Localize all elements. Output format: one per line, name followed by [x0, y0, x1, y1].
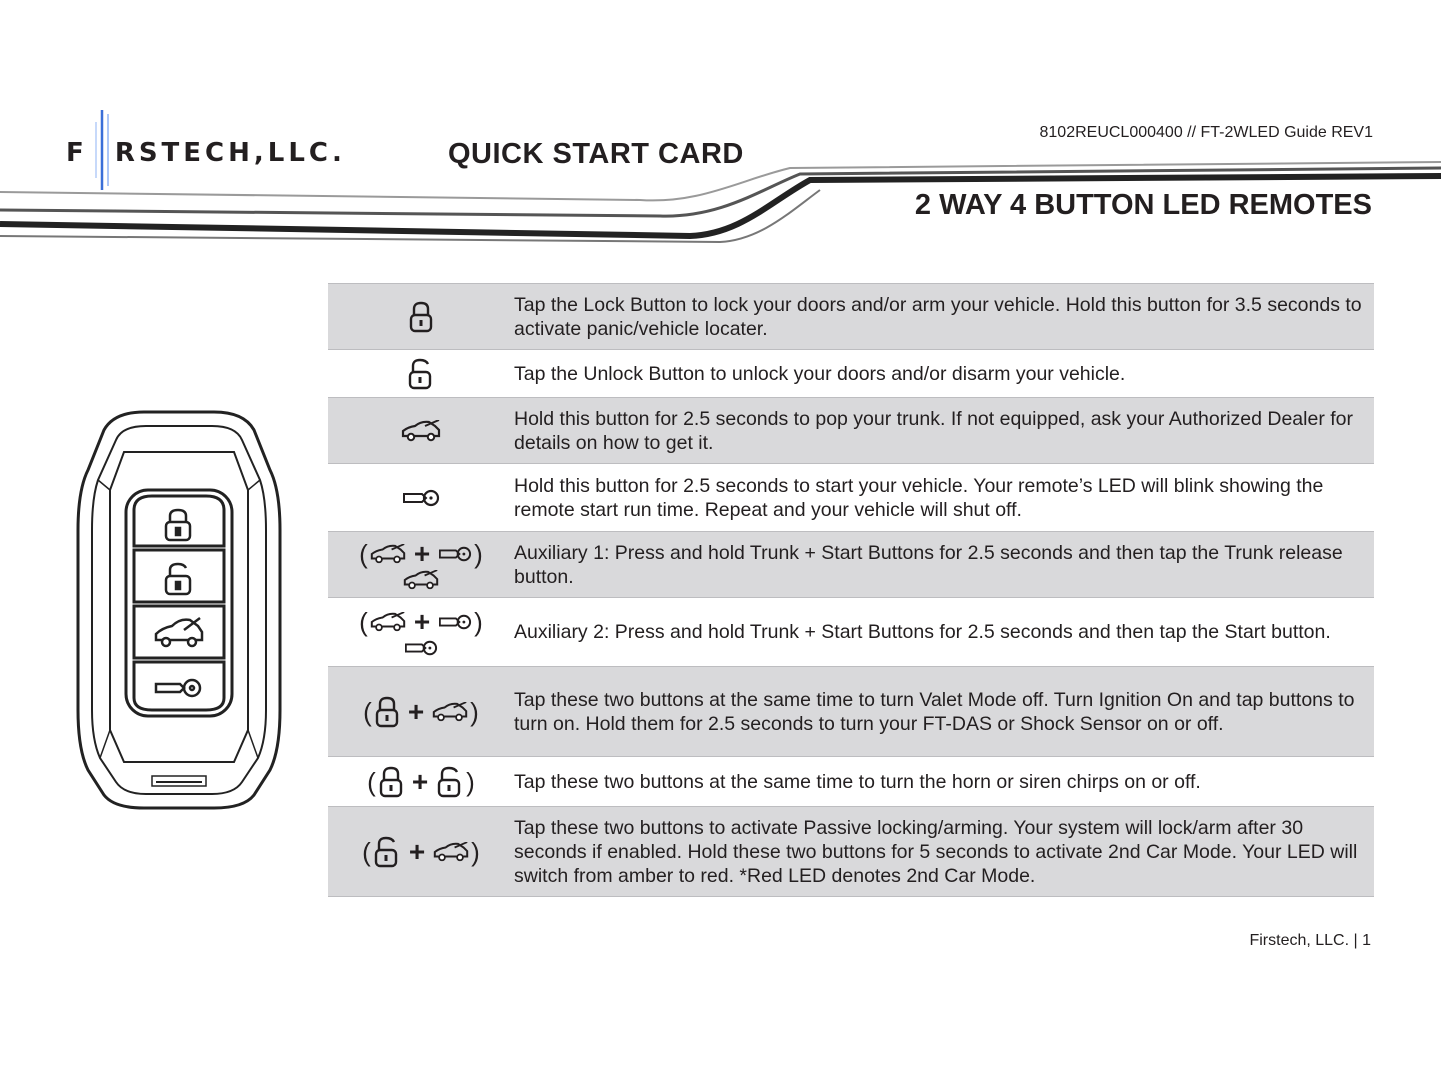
brand-logo	[64, 108, 464, 192]
unlock-icon	[407, 358, 435, 390]
lock-icon	[408, 301, 434, 333]
row-description: Tap these two buttons to activate Passive locking/arming. Your system will lock/arm after 30 seconds if enabled. Hold these two buttons for 5 seconds to activate 2nd Car Mode. Your LED will switch from amber to red. *Red LED denotes 2nd Car Mode.	[514, 816, 1358, 887]
row-description: Auxiliary 2: Press and hold Trunk + Start Buttons for 2.5 seconds and then tap the Start button.	[514, 621, 1331, 643]
row-description: Auxiliary 1: Press and hold Trunk + Start Buttons for 2.5 seconds and then tap the Trunk release button.	[514, 541, 1343, 588]
trunk-icon	[401, 420, 441, 442]
icon-cell	[328, 358, 514, 390]
lock-icon	[378, 766, 404, 798]
table-row	[328, 757, 1374, 806]
table-row	[328, 397, 1374, 464]
card-label: QUICK START CARD	[448, 138, 744, 170]
open-paren: (	[359, 538, 368, 569]
open-paren: (	[359, 607, 368, 637]
trunk-icon	[432, 702, 468, 722]
table-row	[328, 598, 1374, 666]
row-description: Tap the Lock Button to lock your doors and/or arm your vehicle. Hold this button for 3.5 seconds to activate panic/vehicle locater.	[514, 293, 1362, 340]
close-paren: )	[466, 766, 475, 797]
document-code: 8102REUCL000400 // FT-2WLED Guide REV1	[1039, 124, 1373, 141]
close-paren: )	[470, 696, 479, 727]
open-paren: (	[367, 766, 376, 797]
page-title: 2 WAY 4 BUTTON LED REMOTES	[914, 189, 1372, 221]
brand-name: F RSTECH,LLC.	[66, 138, 346, 168]
button-functions-table	[328, 283, 1374, 897]
unlock-icon	[373, 836, 401, 868]
icon-cell	[328, 608, 514, 656]
row-description: Tap the Unlock Button to unlock your doors and/or disarm your vehicle.	[514, 362, 1126, 385]
start-key-icon	[438, 614, 472, 630]
row-description: Tap these two buttons at the same time to turn Valet Mode off. Turn Ignition On and tap buttons to turn on. Hold them for 2.5 seconds to turn your FT-DAS or Shock Sensor on or off.	[514, 688, 1355, 735]
lock-icon	[374, 696, 400, 728]
close-paren: )	[474, 607, 483, 637]
start-key-icon	[438, 546, 472, 562]
trunk-icon	[370, 544, 406, 564]
trunk-icon	[370, 612, 406, 632]
trunk-icon	[433, 842, 469, 862]
table-row	[328, 531, 1374, 598]
icon-cell	[328, 766, 514, 798]
trunk-icon	[403, 570, 439, 590]
page-footer: Firstech, LLC. | 1	[1249, 932, 1371, 949]
start-key-icon	[404, 640, 438, 656]
row-description: Hold this button for 2.5 seconds to pop your trunk. If not equipped, ask your Authorized Dealer for details on how to get it.	[514, 407, 1353, 454]
table-row	[328, 806, 1374, 897]
open-paren: (	[363, 696, 372, 727]
row-description: Tap these two buttons at the same time to turn the horn or siren chirps on or off.	[514, 770, 1201, 793]
icon-cell	[328, 696, 514, 728]
start-key-icon	[402, 489, 440, 507]
icon-cell	[328, 420, 514, 442]
icon-cell	[328, 537, 514, 590]
icon-cell	[328, 301, 514, 333]
plus-sign: +	[407, 695, 425, 727]
row-description: Hold this button for 2.5 seconds to start your vehicle. Your remote’s LED will blink showing the remote start run time. Repeat and your vehicle will shut off.	[514, 474, 1324, 521]
table-row	[328, 666, 1374, 757]
table-row	[328, 283, 1374, 350]
remote-fob-illustration	[74, 410, 284, 810]
plus-sign: +	[411, 765, 429, 797]
icon-cell	[328, 836, 514, 868]
plus-sign: +	[413, 606, 431, 637]
open-paren: (	[362, 836, 371, 867]
close-paren: )	[474, 538, 483, 569]
unlock-icon	[436, 766, 464, 798]
table-row	[328, 464, 1374, 531]
close-paren: )	[471, 836, 480, 867]
icon-cell	[328, 489, 514, 507]
plus-sign: +	[408, 835, 426, 867]
plus-sign: +	[413, 537, 431, 569]
table-row	[328, 350, 1374, 397]
